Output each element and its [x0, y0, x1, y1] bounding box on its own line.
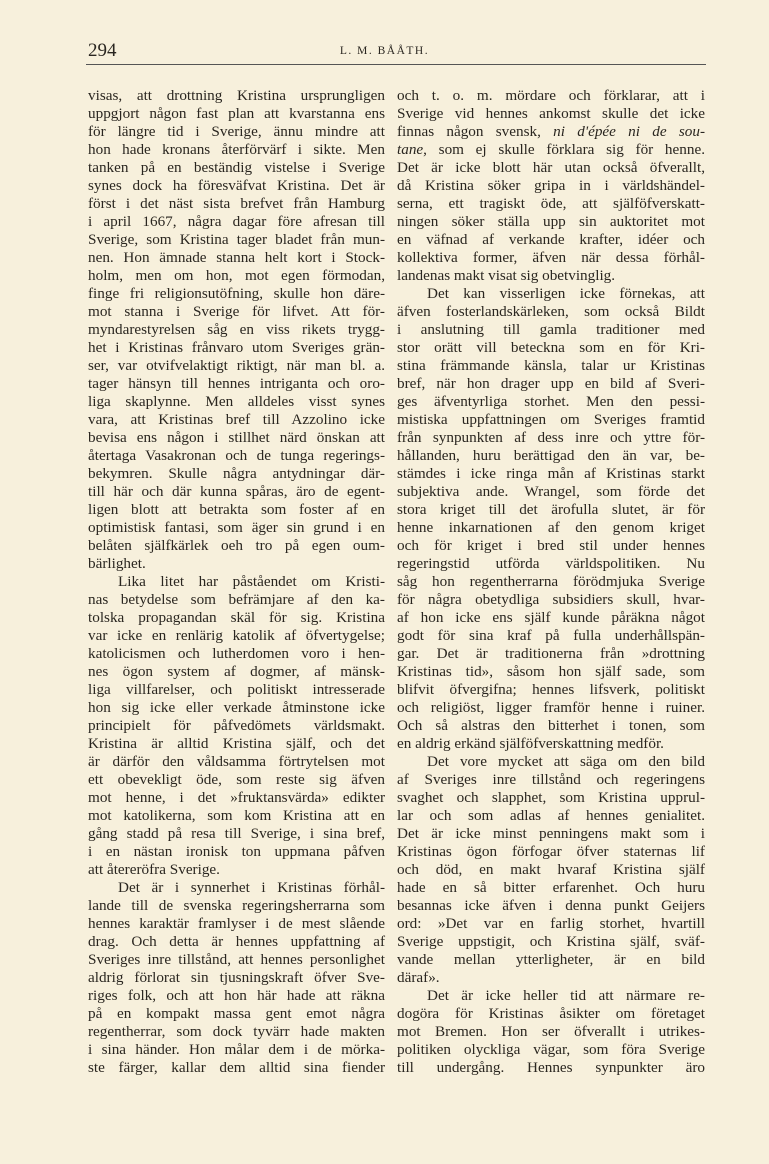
text-line: [88, 447, 385, 465]
line-text: optimistisk fantasi, som äger sin grund i en: [88, 519, 385, 536]
line-text: holm, men om hon, mot egen förmodan,: [88, 267, 385, 284]
line-text: principielt för påfvedömets världsmakt.: [88, 717, 385, 734]
line-text: regentherrar, som dock tyvärr hade makten: [88, 1023, 385, 1040]
text-line: [88, 285, 385, 303]
text-line: [88, 969, 385, 987]
line-text: ord: »Det var en farlig storhet, hvartill: [397, 915, 705, 932]
italic-text: tane: [397, 141, 424, 158]
line-text: svaghet och slapphet, som Kristina upprul-: [397, 789, 705, 806]
line-text: nen. Hon ämnade stanna helt kort i Stock-: [88, 249, 385, 266]
text-line: [397, 429, 705, 447]
text-line: [88, 843, 385, 861]
text-line: [397, 591, 705, 609]
text-line: [397, 537, 705, 555]
line-text: Kristinas tid», såsom hon själf sade, som: [397, 663, 705, 680]
text-line: [88, 915, 385, 933]
line-text: och död, en makt hvaraf Kristina själf: [397, 861, 705, 878]
text-line: [397, 501, 705, 519]
text-line: [88, 735, 385, 753]
line-text: ningen söker ställa upp sin auktoritet mot: [397, 213, 705, 230]
text-line: [397, 843, 705, 861]
line-text: Sverige vid hennes ankomst skulle det icke: [397, 105, 705, 122]
line-text: Sveriges inre tillstånd, att hennes personlighet: [88, 951, 385, 968]
line-text: finge fri religionsutöfning, skulle hon däre-: [88, 285, 385, 302]
text-line: [88, 483, 385, 501]
text-line: [88, 87, 385, 105]
line-text: riges folk, och att hon här hade att räkna: [88, 987, 385, 1004]
text-line: [397, 303, 705, 321]
text-line: [397, 249, 705, 267]
line-text: politiken olyckliga vägar, som föra Sverige: [397, 1041, 705, 1058]
line-text: drag. Och detta är hennes uppfattning af: [88, 933, 385, 950]
text-line: [397, 735, 705, 753]
text-line: [397, 897, 705, 915]
line-text: en väfnad af verkande krafter, idéer och: [397, 231, 705, 248]
line-text: var icke en renlärig katolik af öfvertygelse;: [88, 627, 385, 644]
line-text: Det är i synnerhet i Kristinas förhål-: [118, 879, 385, 896]
line-text: stora kriget till det ärofulla slutet, är för: [397, 501, 705, 518]
text-line: [397, 1041, 705, 1059]
line-text: vande mellan ytterligheter, är en bild: [397, 951, 705, 968]
text-line: [88, 825, 385, 843]
line-text: äfven fosterlandskärleken, som också Bildt: [397, 303, 705, 320]
line-text: i en nästan ironisk ton uppmana påfven: [88, 843, 385, 860]
running-head: L. M. BÅÅTH.: [339, 45, 430, 57]
line-text: Det kan visserligen icke förnekas, att: [427, 285, 705, 302]
line-text: nes ögon system af dogmer, af mänsk-: [88, 663, 385, 680]
text-line: [88, 393, 385, 411]
text-line: [397, 1059, 705, 1077]
line-text: Sverige uppstigit, och Kristina själf, sväf-: [397, 933, 705, 950]
line-text: liga villfarelser, och politiskt intresserade: [88, 681, 385, 698]
text-line: [88, 537, 385, 555]
line-text: och religiöst, ligger framför henne i ruiner.: [397, 699, 705, 716]
text-line: [397, 339, 705, 357]
header-rule: [86, 64, 706, 65]
text-column-left: [88, 87, 385, 1077]
text-line: [88, 213, 385, 231]
line-text: först i det näst sista brefvet från Hamburg: [88, 195, 385, 212]
text-line: [397, 951, 705, 969]
line-text: mistiska uppfattningen om Sveriges framtid: [397, 411, 705, 428]
text-line: [397, 357, 705, 375]
text-line: [397, 807, 705, 825]
text-line: [88, 1005, 385, 1023]
line-text: godt för sina kraf på fulla underhållspän-: [397, 627, 705, 644]
text-line: [397, 285, 705, 303]
line-text: myndarestyrelsen såg en viss rikets trygg-: [88, 321, 385, 338]
line-text: och för kriget i bred stil under hennes: [397, 537, 705, 554]
line-text: i sina händer. Hon målar dem i de mörka-: [88, 1041, 385, 1058]
text-line: [397, 645, 705, 663]
text-line: [88, 771, 385, 789]
text-line: [88, 357, 385, 375]
line-text: tanken på en beständig vistelse i Sverige: [88, 159, 385, 176]
line-text: dogöra för Kristinas åsikter om företaget: [397, 1005, 705, 1022]
line-text: i april 1667, några dagar före afresan till: [88, 213, 385, 230]
text-line: [88, 717, 385, 735]
text-line: [88, 195, 385, 213]
text-line: [88, 1059, 385, 1077]
text-line: [88, 789, 385, 807]
text-line: [397, 177, 705, 195]
line-text: såg hon regentherrarna förödmjuka Sverige: [397, 573, 705, 590]
text-line: [397, 393, 705, 411]
text-line: [88, 1023, 385, 1041]
text-line: [397, 555, 705, 573]
line-text: bekymren. Skulle några antydningar där-: [88, 465, 385, 482]
text-line: [397, 411, 705, 429]
text-line: [397, 1023, 705, 1041]
text-line: [397, 969, 705, 987]
text-line: [397, 195, 705, 213]
line-text: ett obevekligt öde, som reste sig äfven: [88, 771, 385, 788]
line-text: Sverige, som Kristina tager bladet från mun-: [88, 231, 385, 248]
line-text: mot henne, i det »fruktansvärda» edikter: [88, 789, 385, 806]
text-line: [397, 789, 705, 807]
text-line: [397, 627, 705, 645]
text-line: [88, 501, 385, 519]
line-text: på en kompakt massa gent emot några: [88, 1005, 385, 1022]
text-line: [88, 1041, 385, 1059]
text-line: [88, 519, 385, 537]
text-line: [88, 573, 385, 591]
line-text: bärlighet.: [88, 555, 146, 572]
line-text: tager hänsyn till hennes intriganta och oro-: [88, 375, 385, 392]
text-line: [397, 987, 705, 1005]
text-line: [397, 213, 705, 231]
text-line: [88, 609, 385, 627]
line-text: Det är icke blott här utan också öfverallt,: [397, 159, 705, 176]
line-text: i anslutning till gamla traditioner med: [397, 321, 705, 338]
text-line: [88, 249, 385, 267]
line-text: Kristinas ögon förfogar öfver staternas lif: [397, 843, 705, 860]
text-line: [397, 447, 705, 465]
line-text: stor orätt vill beteckna som en för Kri-: [397, 339, 705, 356]
text-line: [397, 771, 705, 789]
line-text: återtaga Vasakronan och de tunga regerings-: [88, 447, 385, 464]
text-line: [88, 339, 385, 357]
line-text: besannas icke äfven i denna punkt Geijers: [397, 897, 705, 914]
text-line: [88, 141, 385, 159]
line-text: för några obetydliga subsidiers skull, hvar-: [397, 591, 705, 608]
line-text: gång stadd på resa till Sverige, i sina bref,: [88, 825, 385, 842]
text-line: [397, 267, 705, 285]
text-line: [88, 555, 385, 573]
line-text: liga skaplynne. Men alldeles visst synes: [88, 393, 385, 410]
line-text: ser, var otvifvelaktigt riktigt, när man bl. a.: [88, 357, 385, 374]
text-line: [88, 897, 385, 915]
text-line: [88, 681, 385, 699]
text-line: [88, 699, 385, 717]
text-line: [88, 645, 385, 663]
text-line: [397, 681, 705, 699]
line-text: Det vore mycket att säga om den bild: [427, 753, 705, 770]
text-line: [88, 591, 385, 609]
text-line: [397, 717, 705, 735]
text-line: [88, 177, 385, 195]
line-text: Kristina är alltid Kristina själf, och det: [88, 735, 385, 752]
text-line: [88, 879, 385, 897]
line-text: gar. Det är traditionerna från »drottning: [397, 645, 705, 662]
line-text: hon hade kronans återförvärf i sikte. Men: [88, 141, 385, 158]
line-text: hållanden, huru berättigad den än var, be-: [397, 447, 705, 464]
text-line: [88, 375, 385, 393]
text-line: [88, 303, 385, 321]
line-text: bevisa ens någon i stillhet närd önskan att: [88, 429, 385, 446]
line-text: blifvit öfvergifna; hennes lifsverk, politiskt: [397, 681, 705, 698]
line-text: hon sig icke eller verkade åtminstone icke: [88, 699, 385, 716]
line-text: , som ej skulle förklara sig för henne.: [423, 141, 705, 158]
text-line: [397, 465, 705, 483]
text-line: [397, 753, 705, 771]
text-line: [88, 933, 385, 951]
text-line: [88, 159, 385, 177]
line-text: mot Bremen. Hon ser öfverallt i utrikes-: [397, 1023, 705, 1040]
text-line: [397, 105, 705, 123]
line-text: finnas någon svensk,: [397, 123, 554, 140]
line-text: subjektiva ande. Wrangel, som förde det: [397, 483, 705, 500]
line-text: regeringstid utförda världspolitiken. Nu: [397, 555, 705, 572]
text-line: [88, 987, 385, 1005]
text-line: [88, 411, 385, 429]
line-text: bref, när hon drager upp en bild af Sveri-: [397, 375, 705, 392]
line-text: serna, ett tragiskt öde, att själföfverskatt-: [397, 195, 705, 212]
text-line: [88, 663, 385, 681]
text-line: [397, 1005, 705, 1023]
text-line: [397, 321, 705, 339]
line-text: ligen blott att betrakta som foster af en: [88, 501, 385, 518]
text-line: [397, 141, 705, 159]
line-text: tolska propagandan skäl för sig. Kristina: [88, 609, 385, 626]
line-text: Det är icke heller tid att närmare re-: [427, 987, 705, 1004]
text-line: [397, 825, 705, 843]
line-text: landenas makt visat sig obetvinglig.: [397, 267, 616, 284]
line-text: ges äfventyrliga storhet. Men den pessi-: [397, 393, 705, 410]
text-line: [397, 231, 705, 249]
line-text: aldrig förlorat sin tjusningskraft öfver Sve-: [88, 969, 385, 986]
line-text: stina främmande känsla, talar ur Kristinas: [397, 357, 705, 374]
text-line: [397, 663, 705, 681]
text-line: [397, 87, 705, 105]
line-text: mot stanna i Sverige för lifvet. Att för-: [88, 303, 385, 320]
text-line: [397, 915, 705, 933]
text-line: [397, 699, 705, 717]
line-text: stämdes i icke ringa mån af Kristinas starkt: [397, 465, 705, 482]
text-line: [88, 951, 385, 969]
text-line: [88, 465, 385, 483]
text-line: [88, 267, 385, 285]
line-text: från synpunkten af dess inre och yttre för-: [397, 429, 705, 446]
text-line: [88, 627, 385, 645]
text-line: [88, 231, 385, 249]
line-text: och t. o. m. mördare och förklarar, att i: [397, 87, 705, 104]
text-line: [397, 861, 705, 879]
page-number: 294: [88, 40, 117, 61]
text-line: [397, 573, 705, 591]
text-column-right: [397, 87, 705, 1077]
text-line: [397, 933, 705, 951]
line-text: lande till de svenska regeringsherrarna som: [88, 897, 385, 914]
text-line: [397, 519, 705, 537]
line-text: en aldrig erkänd själföfverskattning medför.: [397, 735, 664, 752]
line-text: kollektiva former, äfven när dessa förhål-: [397, 249, 705, 266]
line-text: af hon icke ens själf kunde påräkna något: [397, 609, 705, 626]
text-line: [88, 807, 385, 825]
line-text: uppgjort någon fast plan att kvarstanna ens: [88, 105, 385, 122]
line-text: är därför den våldsamma förtrytelsen mot: [88, 753, 385, 770]
text-line: [397, 879, 705, 897]
text-line: [88, 321, 385, 339]
line-text: henne inkarnationen af den genom kriget: [397, 519, 705, 536]
line-text: till här och där kunna spåras, äro de egent-: [88, 483, 385, 500]
text-line: [397, 483, 705, 501]
line-text: af Sveriges inre tillstånd och regeringens: [397, 771, 705, 788]
text-line: [88, 429, 385, 447]
line-text: Lika litet har påståendet om Kristi-: [118, 573, 385, 590]
line-text: till undergång. Hennes synpunkter äro: [397, 1059, 705, 1076]
line-text: synes dock ha föresväfvat Kristina. Det är: [88, 177, 385, 194]
line-text: Det är icke minst penningens makt som i: [397, 825, 705, 842]
line-text: däraf».: [397, 969, 440, 986]
line-text: för längre tid i Sverige, ännu mindre att: [88, 123, 385, 140]
line-text: belåten själfkärlek oeh tro på egen oum-: [88, 537, 385, 554]
text-line: [88, 105, 385, 123]
line-text: het i Kristinas frånvaro utom Sveriges grän-: [88, 339, 385, 356]
line-text: lar och som adlas af hennes genialitet.: [397, 807, 705, 824]
line-text: hennes karaktär framlyser i de mest slående: [88, 915, 385, 932]
line-text: visas, att drottning Kristina ursprungligen: [88, 87, 385, 104]
text-line: [88, 753, 385, 771]
line-text: hade en så bitter erfarenhet. Och huru: [397, 879, 705, 896]
text-line: [397, 123, 705, 141]
italic-text: ni d'épée ni de sou-: [553, 123, 706, 140]
text-line: [88, 123, 385, 141]
line-text: Och så alstras den bitterhet i tonen, som: [397, 717, 705, 734]
line-text: då Kristina söker gripa in i världshändel-: [397, 177, 705, 194]
line-text: mot katolikerna, som kom Kristina att en: [88, 807, 385, 824]
text-line: [88, 861, 385, 879]
line-text: ste färger, kallar dem alltid sina fiender: [88, 1059, 385, 1076]
text-line: [397, 375, 705, 393]
line-text: katolicismen och lutherdomen voro i hen-: [88, 645, 385, 662]
line-text: nas betydelse som befrämjare af den ka-: [88, 591, 385, 608]
line-text: att återeröfra Sverige.: [88, 861, 220, 878]
text-line: [397, 609, 705, 627]
line-text: vara, att Kristinas bref till Azzolino icke: [88, 411, 385, 428]
text-line: [397, 159, 705, 177]
